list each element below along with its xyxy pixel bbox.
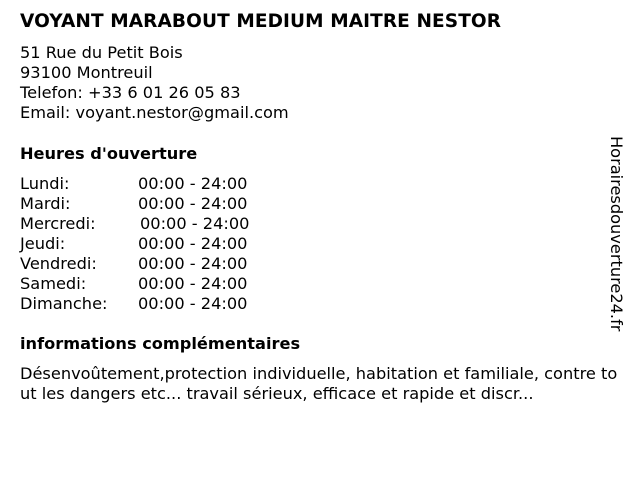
- day-label: Mercredi:: [20, 214, 96, 233]
- time-range: 00:00 - 24:00: [140, 214, 250, 233]
- day-label: Dimanche:: [20, 294, 108, 313]
- day-label: Vendredi:: [20, 254, 97, 273]
- time-range: 00:00 - 24:00: [138, 194, 248, 213]
- info-description: Désenvoûtement,protection individuelle, habitation et familiale, contre tout les dangers etc... travail sérieux, efficace et rapide et discr...: [20, 364, 618, 403]
- day-label: Lundi:: [20, 174, 70, 193]
- hours-row-tuesday: [20, 194, 280, 214]
- time-range: 00:00 - 24:00: [138, 294, 248, 313]
- day-label: Jeudi:: [20, 234, 66, 253]
- time-range: 00:00 - 24:00: [138, 274, 248, 293]
- site-watermark: Horairesdouverture24.fr: [607, 136, 626, 332]
- hours-row-friday: [20, 254, 280, 274]
- business-name: VOYANT MARABOUT MEDIUM MAITRE NESTOR: [20, 11, 502, 32]
- contact-block: [20, 43, 289, 123]
- phone-number: Telefon: +33 6 01 26 05 83: [20, 83, 241, 102]
- time-range: 00:00 - 24:00: [138, 254, 248, 273]
- time-range: 00:00 - 24:00: [138, 174, 248, 193]
- street-address: 51 Rue du Petit Bois: [20, 43, 183, 62]
- day-label: Mardi:: [20, 194, 71, 213]
- email-address: Email: voyant.nestor@gmail.com: [20, 103, 289, 122]
- hours-row-wednesday: [20, 214, 280, 234]
- hours-row-saturday: [20, 274, 280, 294]
- city-address: 93100 Montreuil: [20, 63, 153, 82]
- info-heading: informations complémentaires: [20, 334, 301, 353]
- hours-row-sunday: [20, 294, 280, 314]
- day-label: Samedi:: [20, 274, 87, 293]
- hours-table: [20, 174, 280, 314]
- hours-heading: Heures d'ouverture: [20, 144, 198, 163]
- hours-row-monday: [20, 174, 280, 194]
- hours-row-thursday: [20, 234, 280, 254]
- time-range: 00:00 - 24:00: [138, 234, 248, 253]
